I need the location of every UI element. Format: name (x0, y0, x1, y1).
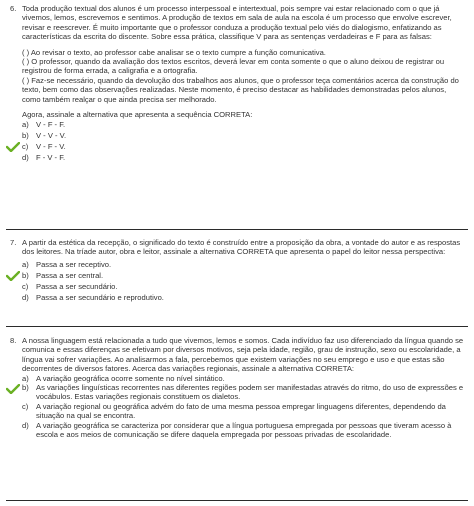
divider (6, 500, 468, 501)
option-letter: b) (22, 270, 29, 280)
option-text: Passa a ser receptivo. (36, 259, 112, 269)
option-a[interactable] (6, 119, 468, 130)
option-text: Passa a ser secundário e reprodutivo. (36, 292, 164, 302)
option-text: A variação regional ou geográfica advém do fato de uma mesma pessoa empregar linguagens diferentes, dependendo da situação na qual se encontra. (36, 401, 446, 421)
option-text: As variações linguísticas recorrentes nas diferentes regiões podem ser manifestadas através do ritmo, do uso de expressões e vocábulos. Estas variações regionais constituem os dialetos. (36, 383, 464, 402)
option-letter: a) (22, 373, 29, 383)
question-number: 6. (10, 4, 17, 13)
divider (6, 229, 468, 230)
option-text: V - F - F. (36, 120, 66, 130)
option-text: V - F - V. (36, 142, 66, 152)
option-c[interactable] (6, 402, 468, 421)
option-d[interactable] (6, 152, 468, 163)
option-a[interactable] (6, 259, 468, 270)
option-c[interactable] (6, 281, 468, 292)
option-text: Passa a ser central. (36, 270, 104, 280)
option-b[interactable] (6, 270, 468, 281)
question-8 (6, 336, 468, 439)
option-text: A variação geográfica se caracteriza por considerar que a língua portuguesa empregada por pessoas que tiveram acesso à escola e aos meios de comunicação se difere daquela empregada por pessoas privadas de escolaridade. (36, 420, 452, 440)
option-letter: c) (22, 281, 29, 291)
question-7 (6, 238, 468, 303)
question-text: A nossa linguagem está relacionada a tudo que vivemos, lemos e somos. Cada indivíduo faz uso diferenciado da língua quando se comunica e essas diferenças se efetivam por diversos motivos, seja pela idade, região, grau de instrução, sexo ou escolaridade, a língua vai sofrer variações. Ao analisarmos a fala, percebemos que existem variações no seu emprego e uso e que estas são decorrentes de diversos fatores. Acerca das variações regionais, assinale a alternativa CORRETA: (22, 336, 464, 374)
check-icon (6, 384, 20, 394)
option-a[interactable] (6, 374, 468, 383)
question-prompt: Agora, assinale a alternativa que apresenta a sequência CORRETA: (22, 110, 253, 120)
question-6 (6, 4, 468, 163)
option-b[interactable] (6, 130, 468, 141)
question-text: A partir da estética da recepção, o significado do texto é construído entre a proposição da obra, a vontade do autor e as respostas dos leitores. Na tríade autor, obra e leitor, assinale a alternativa CORRETA que apresenta o papel do leitor nessa perspectiva: (22, 238, 461, 257)
option-letter: d) (22, 153, 29, 163)
option-d[interactable] (6, 292, 468, 303)
check-icon (6, 271, 20, 281)
divider (6, 326, 468, 327)
option-b[interactable] (6, 383, 468, 402)
question-text: Toda produção textual dos alunos é um processo interpessoal e intertextual, pois sempre vai estar relacionado com o que já vivemos, lemos, escrevemos e sentimos. A produção de textos em sala de aula na escola é um processo que envolve escrever, revisar e reescrever. É muito importante que o professor conduza a produção textual pelo viés do dialogismo, enfatizando as características da escrita do discente. Sobre essa prática, classifique V para as sentenças verdadeiras e F para as falsas: (22, 4, 452, 42)
question-number: 8. (10, 336, 17, 345)
check-icon (6, 142, 20, 152)
option-d[interactable] (6, 421, 468, 440)
option-letter: c) (22, 142, 29, 152)
option-letter: a) (22, 120, 29, 130)
question-number: 7. (10, 238, 17, 247)
option-text: Passa a ser secundário. (36, 281, 118, 291)
option-letter: c) (22, 401, 29, 411)
option-letter: d) (22, 292, 29, 302)
statement-3: ( ) Faz-se necessário, quando da devolução dos trabalhos aos alunos, que o professor teça comentários acerca da construção do texto, bem como das observações realizadas. Neste momento, é preciso destacar as habilidades demonstradas pelos alunos, como também realçar o que ainda precisa ser melhorado. (22, 75, 459, 104)
option-letter: b) (22, 383, 29, 393)
option-text: F - V - F. (36, 153, 66, 163)
option-letter: b) (22, 131, 29, 141)
statement-2: ( ) O professor, quando da avaliação dos textos escritos, deverá levar em conta somente o que o aluno deixou de registrar ou registrou de forma errada, a caligrafia e a ortografia. (22, 57, 445, 76)
option-c[interactable] (6, 141, 468, 152)
option-text: V - V - V. (36, 131, 67, 141)
option-letter: d) (22, 420, 29, 430)
option-letter: a) (22, 259, 29, 269)
statement-1: ( ) Ao revisar o texto, ao professor cabe analisar se o texto cumpre a função comunicativa. (22, 47, 326, 57)
option-text: A variação geográfica ocorre somente no nível sintático. (36, 373, 225, 383)
